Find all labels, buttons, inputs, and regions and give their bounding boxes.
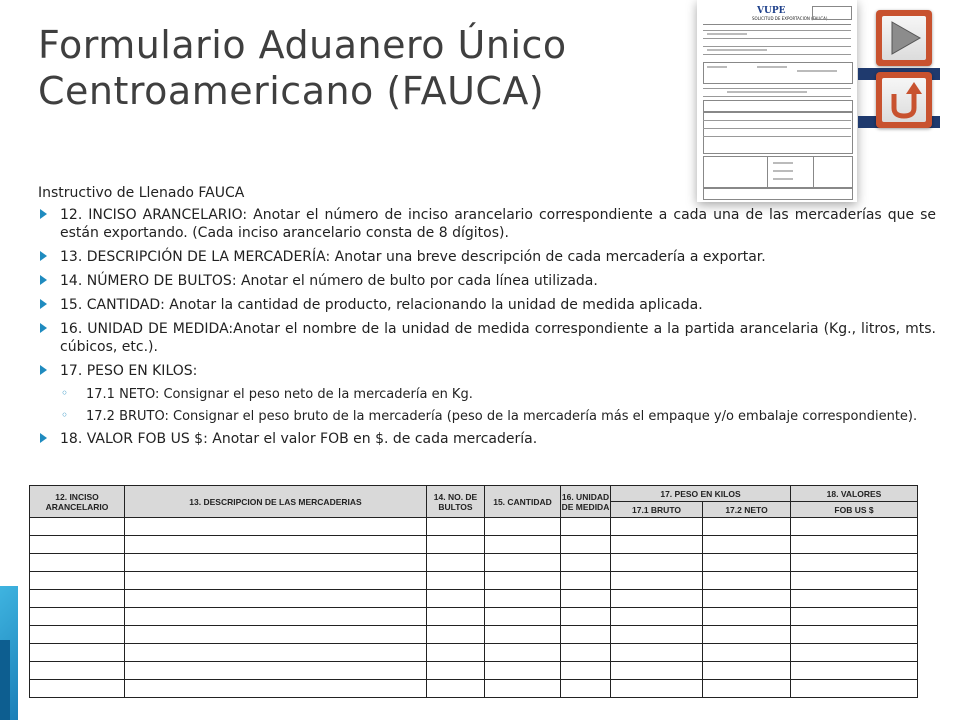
arrow-bullet-icon (40, 275, 47, 285)
thumbnail-subtitle: SOLICITUD DE EXPORTACION (FAUCA) (752, 16, 828, 21)
arrow-bullet-icon (40, 365, 47, 375)
table-cell (30, 608, 125, 626)
table-cell (611, 680, 703, 698)
thumbnail-box (812, 6, 852, 20)
header-valores: 18. VALORES (791, 486, 918, 502)
table-row (30, 536, 918, 554)
table-cell (703, 608, 791, 626)
table-cell (427, 572, 485, 590)
table-cell (485, 626, 561, 644)
table-cell (611, 536, 703, 554)
table-cell (30, 536, 125, 554)
table-cell (611, 626, 703, 644)
header-bultos: 14. NO. DE BULTOS (427, 486, 485, 518)
table-cell (125, 572, 427, 590)
table-cell (611, 644, 703, 662)
table-cell (485, 644, 561, 662)
sub-list-item: ◦ 17.1 NETO: Consignar el peso neto de la mercadería en Kg. (61, 386, 473, 402)
table-cell (30, 554, 125, 572)
table-cell (703, 554, 791, 572)
u-turn-icon (882, 78, 926, 122)
table-cell (30, 662, 125, 680)
table-cell (485, 608, 561, 626)
table-cell (427, 644, 485, 662)
table-cell (125, 536, 427, 554)
table-cell (611, 518, 703, 536)
intro-text: Instructivo de Llenado FAUCA (38, 185, 245, 201)
next-slide-button[interactable] (876, 10, 932, 66)
table-cell (427, 590, 485, 608)
table-cell (791, 608, 918, 626)
table-row (30, 572, 918, 590)
table-cell (125, 644, 427, 662)
table-cell (561, 662, 611, 680)
table-cell (125, 626, 427, 644)
arrow-bullet-icon (40, 251, 47, 261)
table-cell (485, 572, 561, 590)
fauca-table-image (29, 485, 917, 717)
table-row (30, 608, 918, 626)
header-neto: 17.2 NETO (703, 502, 791, 518)
table-cell (791, 644, 918, 662)
table-cell (561, 644, 611, 662)
header-inciso: 12. INCISO ARANCELARIO (30, 486, 125, 518)
header-cantidad: 15. CANTIDAD (485, 486, 561, 518)
table-cell (30, 590, 125, 608)
arrow-bullet-icon (40, 209, 47, 219)
table-row (30, 662, 918, 680)
fauca-table (29, 485, 918, 698)
play-icon (882, 16, 926, 60)
arrow-bullet-icon (40, 299, 47, 309)
table-cell (703, 590, 791, 608)
title-line-2: Centroamericano (FAUCA) (38, 69, 545, 113)
header-fob: FOB US $ (791, 502, 918, 518)
table-cell (427, 554, 485, 572)
table-cell (561, 608, 611, 626)
table-row (30, 590, 918, 608)
table-cell (611, 662, 703, 680)
table-cell (703, 626, 791, 644)
table-cell (791, 626, 918, 644)
table-cell (485, 590, 561, 608)
table-cell (427, 608, 485, 626)
table-body (30, 518, 918, 698)
arrow-bullet-icon (40, 433, 47, 443)
table-cell (703, 662, 791, 680)
instructions-list (38, 206, 936, 454)
table-cell (611, 608, 703, 626)
page-title (38, 22, 678, 114)
table-cell (427, 518, 485, 536)
table-row (30, 518, 918, 536)
table-cell (427, 536, 485, 554)
arrow-bullet-icon (40, 323, 47, 333)
list-item: 13. DESCRIPCIÓN DE LA MERCADERÍA: Anotar una breve descripción de cada mercadería a exportar. (38, 248, 936, 266)
table-cell (427, 626, 485, 644)
table-cell (791, 572, 918, 590)
table-cell (703, 572, 791, 590)
table-row (30, 644, 918, 662)
table-cell (561, 572, 611, 590)
table-cell (561, 518, 611, 536)
sub-list-item: ◦ 17.2 BRUTO: Consignar el peso bruto de la mercadería (peso de la mercadería más el empaque y/o embalaje correspondiente). (61, 408, 918, 424)
table-cell (791, 662, 918, 680)
table-cell (791, 518, 918, 536)
table-cell (125, 554, 427, 572)
table-cell (30, 518, 125, 536)
table-cell (791, 680, 918, 698)
table-cell (703, 644, 791, 662)
header-bruto: 17.1 BRUTO (611, 502, 703, 518)
decorative-accent (0, 640, 10, 720)
circle-bullet-icon: ◦ (61, 408, 69, 422)
list-item: 12. INCISO ARANCELARIO: Anotar el número de inciso arancelario correspondiente a cada una de las mercaderías que se están exportando. (Cada inciso arancelario consta de 8 dígitos). (38, 206, 936, 242)
table-cell (125, 590, 427, 608)
list-item: 16. UNIDAD DE MEDIDA:Anotar el nombre de la unidad de medida correspondiente a la partida arancelaria (Kg., litros, mts. cúbicos, etc.). (38, 320, 936, 356)
table-cell (125, 608, 427, 626)
table-cell (561, 554, 611, 572)
table-cell (791, 590, 918, 608)
table-cell (125, 662, 427, 680)
header-unidad: 16. UNIDAD DE MEDIDA (561, 486, 611, 518)
return-slide-button[interactable] (876, 72, 932, 128)
thumbnail-logo: VUPE (757, 6, 786, 16)
table-cell (30, 644, 125, 662)
table-cell (561, 590, 611, 608)
list-item: 15. CANTIDAD: Anotar la cantidad de producto, relacionando la unidad de medida aplicada. (38, 296, 936, 314)
table-cell (30, 626, 125, 644)
table-cell (611, 590, 703, 608)
fauca-form-thumbnail (697, 0, 857, 202)
table-cell (611, 554, 703, 572)
table-cell (703, 680, 791, 698)
table-cell (427, 662, 485, 680)
title-line-1: Formulario Aduanero Único (38, 23, 567, 67)
table-row (30, 554, 918, 572)
table-row (30, 626, 918, 644)
table-cell (485, 662, 561, 680)
table-cell (561, 680, 611, 698)
table-cell (791, 554, 918, 572)
list-item: 17. PESO EN KILOS: (38, 362, 936, 380)
table-cell (703, 536, 791, 554)
table-cell (485, 680, 561, 698)
table-cell (485, 554, 561, 572)
table-cell (125, 518, 427, 536)
table-row (30, 680, 918, 698)
list-item: 18. VALOR FOB US $: Anotar el valor FOB en $. de cada mercadería. (38, 430, 936, 448)
header-descripcion: 13. DESCRIPCION DE LAS MERCADERIAS (125, 486, 427, 518)
list-item: 14. NÚMERO DE BULTOS: Anotar el número de bulto por cada línea utilizada. (38, 272, 936, 290)
table-cell (611, 572, 703, 590)
table-cell (485, 536, 561, 554)
table-cell (561, 626, 611, 644)
circle-bullet-icon: ◦ (61, 386, 69, 400)
table-cell (561, 536, 611, 554)
table-cell (125, 680, 427, 698)
table-cell (485, 518, 561, 536)
table-cell (427, 680, 485, 698)
table-cell (30, 680, 125, 698)
table-cell (791, 536, 918, 554)
header-peso: 17. PESO EN KILOS (611, 486, 791, 502)
table-cell (703, 518, 791, 536)
table-cell (30, 572, 125, 590)
